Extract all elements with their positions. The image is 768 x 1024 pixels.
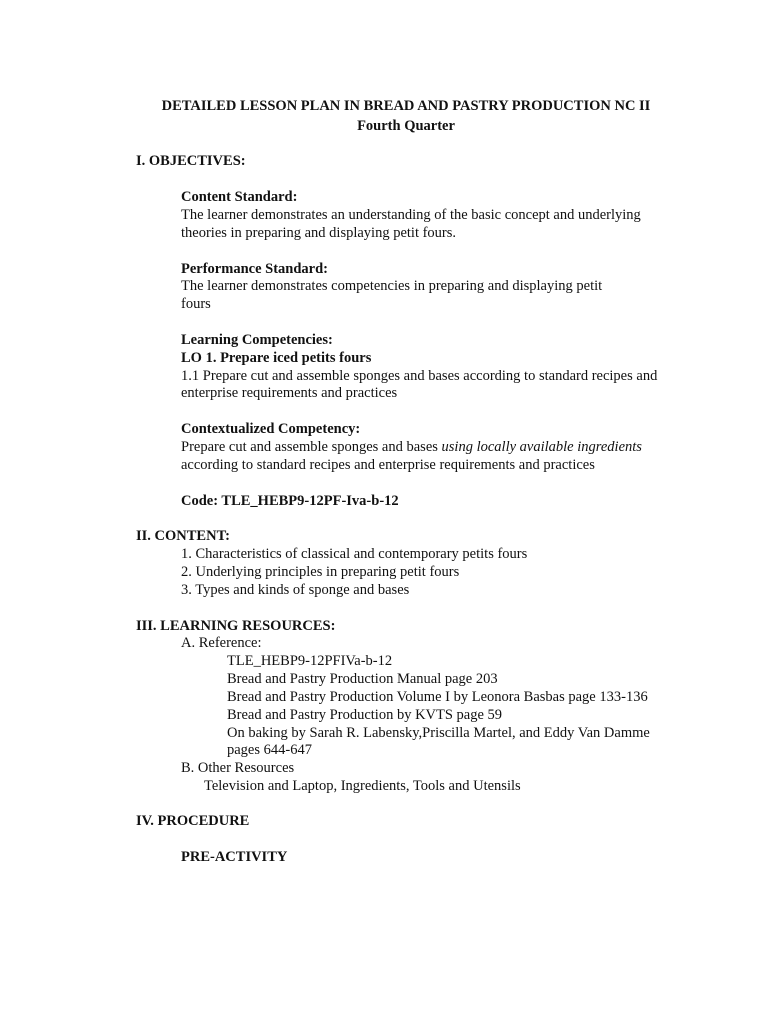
document-subtitle: Fourth Quarter bbox=[357, 118, 455, 134]
content-item: 2. Underlying principles in preparing petit fours bbox=[181, 564, 460, 580]
learning-competencies-label: Learning Competencies: bbox=[181, 332, 333, 348]
content-item: 3. Types and kinds of sponge and bases bbox=[181, 582, 410, 598]
performance-standard-text: The learner demonstrates competencies in preparing and displaying petit bbox=[181, 278, 603, 294]
contextualized-competency-text: according to standard recipes and enterprise requirements and practices bbox=[181, 457, 595, 473]
reference-item: pages 644-647 bbox=[227, 742, 312, 758]
reference-item: Bread and Pastry Production Volume I by Leonora Basbas page 133-136 bbox=[227, 689, 648, 705]
pre-activity-heading: PRE-ACTIVITY bbox=[181, 849, 288, 865]
procedure-heading: IV. PROCEDURE bbox=[136, 813, 250, 829]
learning-outcome: LO 1. Prepare iced petits fours bbox=[181, 350, 372, 366]
content-standard-text: theories in preparing and displaying petit fours. bbox=[181, 225, 457, 241]
reference-item: Bread and Pastry Production Manual page 203 bbox=[227, 671, 498, 687]
document-title: DETAILED LESSON PLAN IN BREAD AND PASTRY PRODUCTION NC II bbox=[161, 98, 651, 114]
performance-standard-label: Performance Standard: bbox=[181, 261, 328, 277]
content-standard-label: Content Standard: bbox=[181, 189, 298, 205]
reference-item: TLE_HEBP9-12PFIVa-b-12 bbox=[227, 653, 393, 669]
resources-heading: III. LEARNING RESOURCES: bbox=[136, 618, 336, 634]
competency-code: Code: TLE_HEBP9-12PF-Iva-b-12 bbox=[181, 493, 399, 509]
reference-item: Bread and Pastry Production by KVTS page 59 bbox=[227, 707, 503, 723]
content-item: 1. Characteristics of classical and contemporary petits fours bbox=[181, 546, 528, 562]
learning-competency-text: enterprise requirements and practices bbox=[181, 385, 398, 401]
other-resources-text: Television and Laptop, Ingredients, Tools and Utensils bbox=[204, 778, 521, 794]
content-standard-text: The learner demonstrates an understanding of the basic concept and underlying bbox=[181, 207, 641, 223]
reference-item: On baking by Sarah R. Labensky,Priscilla Martel, and Eddy Van Damme bbox=[227, 725, 650, 741]
emphasis-text: using locally available ingredients bbox=[441, 439, 642, 455]
learning-competency-text: 1.1 Prepare cut and assemble sponges and bases according to standard recipes and bbox=[181, 368, 658, 384]
objectives-heading: I. OBJECTIVES: bbox=[136, 153, 246, 169]
other-resources-label: B. Other Resources bbox=[181, 760, 295, 776]
reference-label: A. Reference: bbox=[181, 635, 262, 651]
content-heading: II. CONTENT: bbox=[136, 528, 230, 544]
contextualized-competency-text: Prepare cut and assemble sponges and bases using locally available ingredients bbox=[181, 439, 642, 455]
performance-standard-text: fours bbox=[181, 296, 211, 312]
contextualized-competency-label: Contextualized Competency: bbox=[181, 421, 361, 437]
